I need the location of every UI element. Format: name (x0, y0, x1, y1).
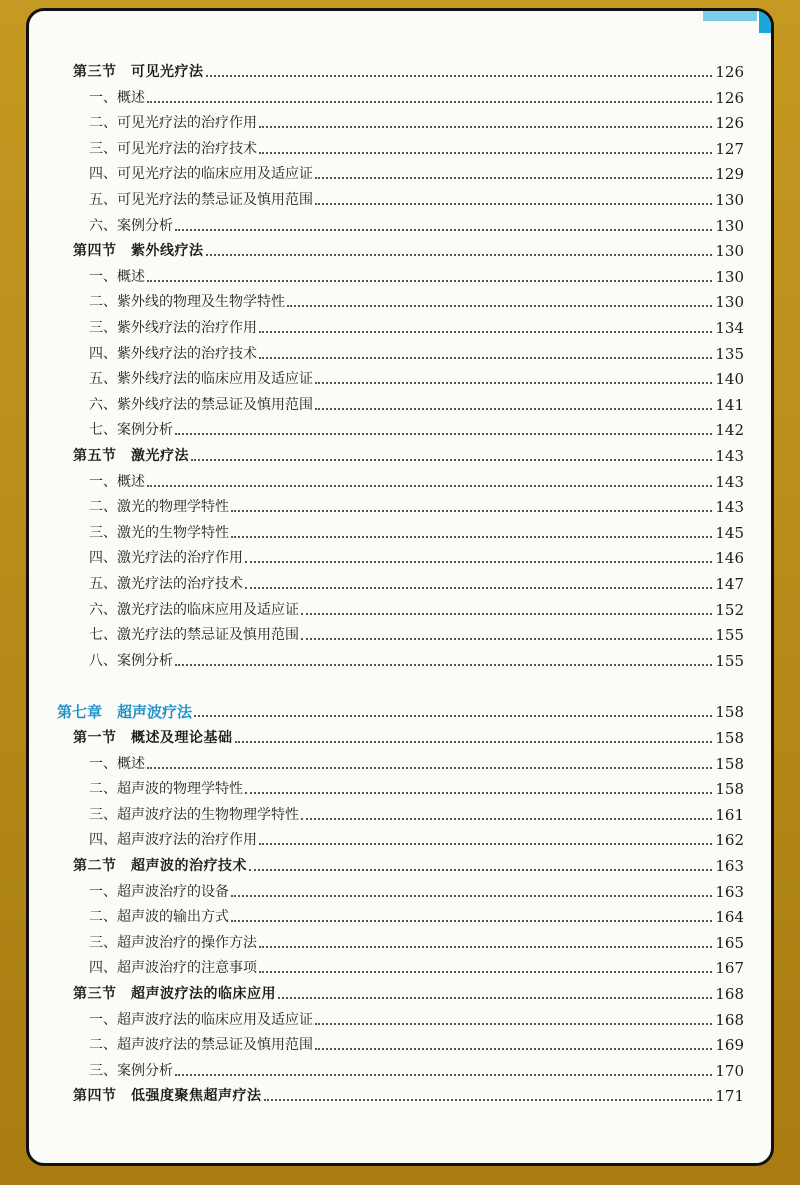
dot-leader (315, 1023, 712, 1025)
toc-item-row[interactable] (89, 902, 744, 926)
dot-leader (231, 895, 712, 897)
dot-leader (191, 459, 712, 461)
toc-entry-title: 一、概述 (89, 473, 145, 490)
toc-item-row[interactable] (89, 159, 744, 183)
toc-page-number: 134 (715, 319, 744, 337)
toc-page-number: 168 (715, 1010, 744, 1029)
toc-entry-title: 第四节 紫外线疗法 (73, 243, 204, 260)
toc-item-row[interactable] (89, 800, 744, 824)
dot-leader (287, 305, 712, 307)
dot-leader (147, 280, 712, 282)
toc-page-number: 165 (715, 933, 744, 952)
dot-leader (315, 382, 712, 384)
toc-page-number: 130 (715, 267, 744, 286)
dot-leader (259, 152, 712, 154)
toc-entry-title: 七、案例分析 (89, 422, 173, 439)
toc-entry-title: 第七章 超声波疗法 (57, 703, 193, 722)
toc-item-row[interactable] (89, 287, 744, 311)
toc-item-row[interactable] (89, 415, 744, 439)
toc-entry-title: 五、紫外线疗法的临床应用及适应证 (89, 371, 313, 388)
toc-item-row[interactable] (89, 262, 744, 286)
toc-item-row[interactable] (89, 83, 744, 107)
dot-leader (175, 433, 712, 435)
dot-leader (249, 869, 712, 871)
toc-page-number: 168 (715, 985, 744, 1003)
toc-page-number: 170 (715, 1061, 744, 1080)
toc-entry-title: 三、超声波治疗的操作方法 (89, 934, 257, 951)
corner-bar-decoration (759, 11, 771, 33)
dot-leader (315, 177, 712, 179)
toc-item-row[interactable] (89, 543, 744, 567)
toc-item-row[interactable] (89, 313, 744, 337)
toc-page-number: 163 (715, 882, 744, 901)
toc-entry-title: 一、超声波疗法的临床应用及适应证 (89, 1011, 313, 1028)
dot-leader (235, 741, 713, 743)
toc-page-number: 155 (715, 651, 744, 670)
toc-entry-title: 一、概述 (89, 89, 145, 106)
dot-leader (231, 510, 712, 512)
toc-page-number: 158 (715, 780, 744, 799)
toc-entry-title: 六、紫外线疗法的禁忌证及慎用范围 (89, 396, 313, 413)
toc-item-row[interactable] (89, 953, 744, 977)
toc-page-number: 129 (715, 165, 744, 184)
toc-page-number: 167 (715, 959, 744, 978)
toc-page-number: 141 (715, 395, 744, 414)
dot-leader (259, 946, 712, 948)
toc-item-row[interactable] (89, 928, 744, 952)
toc-page-number: 169 (715, 1036, 744, 1055)
toc-entry-title: 五、激光疗法的治疗技术 (89, 576, 243, 592)
dot-leader (245, 561, 712, 563)
toc-entry-title: 七、激光疗法的禁忌证及慎用范围 (89, 627, 299, 644)
toc-entry-title: 三、激光的生物学特性 (89, 524, 229, 541)
toc-entry-title: 六、案例分析 (89, 217, 173, 234)
toc-section-row[interactable] (73, 979, 744, 1003)
toc-entry-title: 四、紫外线疗法的治疗技术 (89, 345, 257, 362)
toc-page-number: 130 (715, 191, 744, 209)
toc-entry-title: 三、超声波疗法的生物物理学特性 (89, 806, 299, 823)
toc-section-row[interactable] (73, 723, 744, 747)
toc-entry-title: 四、超声波治疗的注意事项 (89, 960, 257, 977)
toc-page-number: 146 (715, 549, 744, 568)
toc-section-row[interactable] (73, 851, 744, 875)
toc-entry-title: 六、激光疗法的临床应用及适应证 (89, 601, 299, 618)
toc-section-row[interactable] (73, 441, 744, 465)
dot-leader (259, 357, 712, 359)
toc-item-row[interactable] (89, 569, 744, 593)
dot-leader (315, 408, 712, 410)
toc-entry-title: 四、超声波疗法的治疗作用 (89, 832, 257, 849)
toc-page-number: 158 (715, 729, 744, 747)
toc-entry-title: 五、可见光疗法的禁忌证及慎用范围 (89, 192, 313, 208)
dot-leader (245, 792, 712, 794)
toc-section-row[interactable] (73, 236, 744, 260)
toc-item-row[interactable] (89, 518, 744, 542)
toc-page-number: 143 (715, 447, 744, 465)
dot-leader (175, 1074, 712, 1076)
dot-leader (206, 75, 713, 77)
toc-page-number: 158 (715, 754, 744, 773)
toc-entry-title: 三、可见光疗法的治疗技术 (89, 140, 257, 157)
toc-item-row[interactable] (89, 774, 744, 798)
toc-item-row[interactable] (89, 1056, 744, 1080)
toc-page-number: 152 (715, 600, 744, 619)
toc-page-number: 140 (715, 370, 744, 389)
toc-entry-title: 二、紫外线的物理及生物学特性 (89, 294, 285, 311)
toc-item-row[interactable] (89, 390, 744, 414)
toc-page-number: 130 (715, 242, 744, 261)
dot-leader (301, 638, 712, 640)
toc-entry-title: 四、激光疗法的治疗作用 (89, 550, 243, 567)
toc-item-row[interactable] (89, 1005, 744, 1029)
toc-page-number: 163 (715, 857, 744, 875)
dot-leader (315, 1048, 712, 1050)
toc-item-row[interactable] (89, 211, 744, 235)
dot-leader (231, 920, 712, 922)
dot-leader (315, 203, 712, 205)
toc-entry-title: 第四节 低强度聚焦超声疗法 (73, 1088, 262, 1105)
toc-entry-title: 二、超声波疗法的禁忌证及慎用范围 (89, 1037, 313, 1054)
corner-tab-decoration (703, 11, 757, 21)
dot-leader (175, 229, 712, 231)
toc-page-number: 127 (715, 139, 744, 158)
toc-item-row[interactable] (89, 108, 744, 132)
toc-item-row[interactable] (89, 646, 744, 670)
toc-entry-title: 第二节 超声波的治疗技术 (73, 858, 247, 874)
toc-entry-title: 第三节 超声波疗法的临床应用 (73, 986, 276, 1002)
toc-chapter-row[interactable] (57, 697, 744, 721)
toc-item-row[interactable] (89, 339, 744, 363)
dot-leader (147, 767, 712, 769)
toc-item-row[interactable] (89, 364, 744, 388)
dot-leader (206, 254, 713, 256)
toc-entry-title: 二、超声波的物理学特性 (89, 781, 243, 798)
dot-leader (278, 997, 712, 999)
toc-page-number: 130 (715, 216, 744, 235)
toc-entry-title: 第三节 可见光疗法 (73, 64, 204, 80)
dot-leader (147, 101, 712, 103)
toc-page-number: 158 (715, 703, 744, 722)
dot-leader (259, 971, 712, 973)
dot-leader (259, 843, 712, 845)
toc-page-number: 135 (715, 344, 744, 363)
toc-page-number: 142 (715, 421, 744, 440)
toc-item-row[interactable] (89, 185, 744, 209)
dot-leader (301, 818, 712, 820)
toc-entry-title: 四、可见光疗法的临床应用及适应证 (89, 166, 313, 183)
toc-item-row[interactable] (89, 467, 744, 491)
toc-section-row[interactable] (73, 57, 744, 81)
toc-item-row[interactable] (89, 749, 744, 773)
toc-entry-title: 一、超声波治疗的设备 (89, 883, 229, 900)
toc-page-number: 171 (715, 1087, 744, 1106)
toc-page-number: 147 (715, 575, 744, 593)
toc-page-number: 126 (715, 63, 744, 81)
toc-entry-title: 第五节 激光疗法 (73, 448, 189, 464)
dot-leader (175, 664, 712, 666)
toc-page-number: 145 (715, 523, 744, 542)
toc-item-row[interactable] (89, 134, 744, 158)
dot-leader (264, 1099, 713, 1101)
toc-entry-title: 二、超声波的输出方式 (89, 909, 229, 926)
toc-page-number: 161 (715, 805, 744, 824)
toc-item-row[interactable] (89, 595, 744, 619)
toc-entry-title: 八、案例分析 (89, 652, 173, 669)
toc-entry-title: 三、案例分析 (89, 1062, 173, 1079)
toc-page-number: 164 (715, 908, 744, 927)
toc-page-number: 162 (715, 831, 744, 850)
toc-item-row[interactable] (89, 825, 744, 849)
toc-entry-title: 一、概述 (89, 755, 145, 772)
dot-leader (245, 587, 712, 589)
toc-entry-title: 第一节 概述及理论基础 (73, 730, 233, 746)
toc-item-row[interactable] (89, 1030, 744, 1054)
dot-leader (194, 715, 712, 717)
dot-leader (231, 536, 712, 538)
dot-leader (147, 485, 712, 487)
dot-leader (259, 331, 712, 333)
document-page (26, 8, 774, 1166)
dot-leader (301, 613, 712, 615)
toc-section-row[interactable] (73, 1081, 744, 1105)
toc-entry-title: 二、激光的物理学特性 (89, 499, 229, 516)
toc-item-row[interactable] (89, 492, 744, 516)
toc-page-number: 143 (715, 498, 744, 517)
toc-item-row[interactable] (89, 877, 744, 901)
toc-page-number: 155 (715, 626, 744, 645)
toc-page-number: 126 (715, 114, 744, 133)
dot-leader (259, 126, 712, 128)
toc-entry-title: 三、紫外线疗法的治疗作用 (89, 320, 257, 336)
toc-page-number: 126 (715, 88, 744, 107)
toc-page-number: 130 (715, 293, 744, 312)
toc-item-row[interactable] (89, 620, 744, 644)
toc-entry-title: 二、可见光疗法的治疗作用 (89, 115, 257, 132)
toc-entry-title: 一、概述 (89, 268, 145, 285)
toc-page-number: 143 (715, 472, 744, 491)
